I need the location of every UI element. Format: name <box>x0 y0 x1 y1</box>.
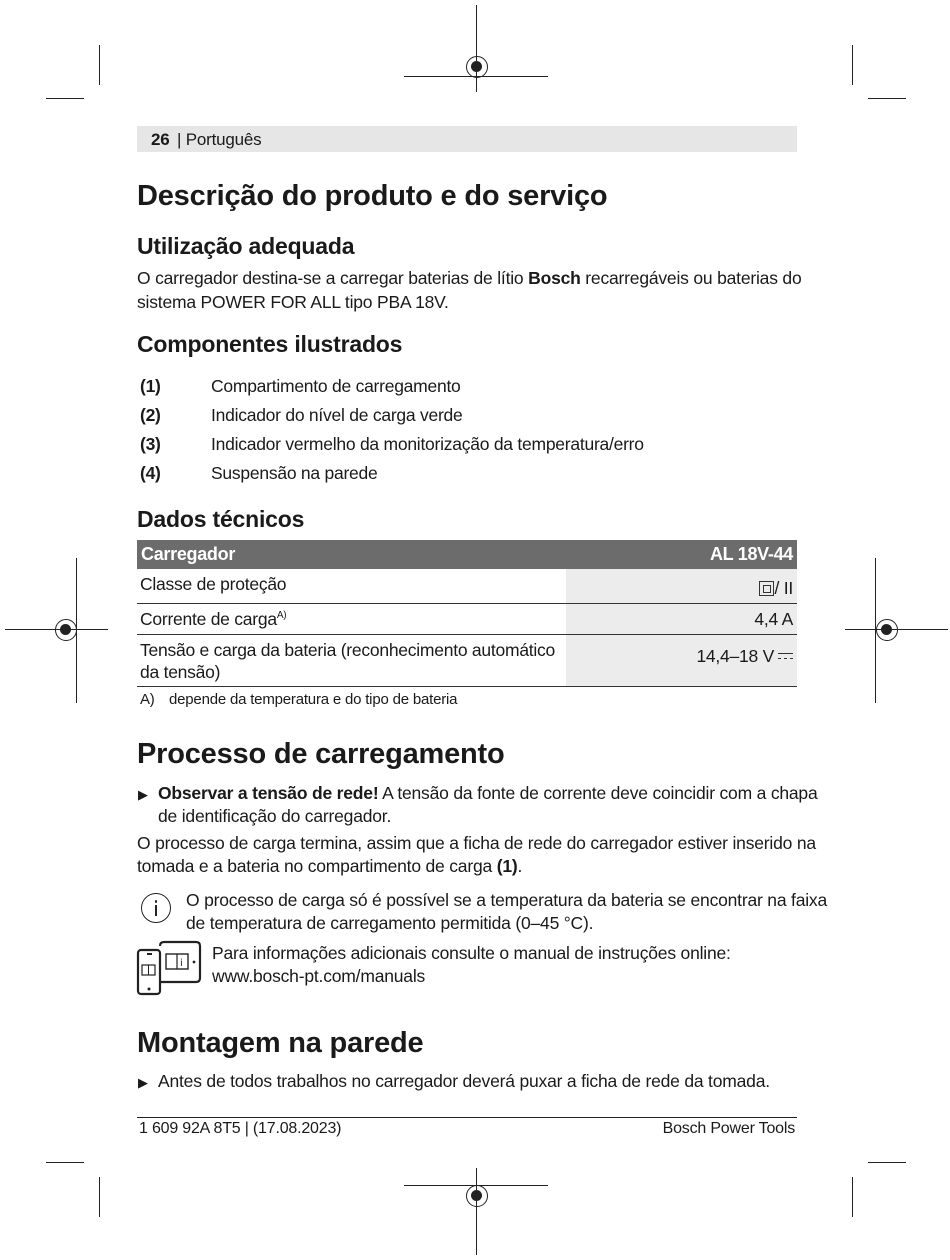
warning-line1 <box>158 782 818 805</box>
para-text: tomada e a bateria no compartimento de carga <box>137 856 497 876</box>
row-value-cell <box>566 604 797 634</box>
footnote-mark: A) <box>140 691 155 708</box>
registration-mark-left <box>55 619 77 641</box>
column-header-charger: Carregador <box>141 544 236 564</box>
section-title-product: Descrição do produto e do serviço <box>137 180 608 212</box>
section-title-charging: Processo de carregamento <box>137 738 505 770</box>
row-label-line1: Tensão e carga da bateria (reconhecimento automático <box>140 640 556 660</box>
triangle-bullet-icon: ▶ <box>138 787 148 802</box>
language-label: Português <box>185 130 262 149</box>
info-line2: de temperatura de carregamento permitida (0–45 °C). <box>186 913 594 933</box>
wall-mount-bullet-text: Antes de todos trabalhos no carregador deverá puxar a ficha de rede da tomada. <box>158 1071 770 1091</box>
warning-rest: A tensão da fonte de corrente deve coincidir com a chapa <box>378 783 818 803</box>
component-number: (2) <box>140 405 161 425</box>
registration-mark-bottom <box>466 1185 488 1207</box>
row-label: Classe de proteção <box>140 574 287 594</box>
row-label <box>140 609 286 630</box>
row-value-cell <box>566 635 797 686</box>
direct-current-icon <box>778 653 793 661</box>
online-manual-icon <box>136 940 204 998</box>
heading-components: Componentes ilustrados <box>137 331 403 357</box>
component-item <box>140 376 740 400</box>
voltage-text: 14,4–18 V <box>696 646 774 666</box>
triangle-bullet-icon: ▶ <box>138 1075 148 1090</box>
footnote-ref: A) <box>276 610 287 622</box>
svg-text:i: i <box>180 958 183 969</box>
table-row <box>137 604 797 635</box>
component-item <box>140 434 740 458</box>
table-footnote <box>137 691 797 713</box>
heading-intended-use: Utilização adequada <box>137 233 355 259</box>
row-value <box>759 578 793 599</box>
intended-use-text-after: recarregáveis ou baterias do <box>580 268 802 288</box>
row-value-cell <box>566 569 797 603</box>
page-number: 26 <box>151 130 170 149</box>
registration-mark-right <box>876 619 898 641</box>
row-label-line2: da tensão) <box>140 662 221 682</box>
component-label: Indicador do nível de carga verde <box>211 405 463 425</box>
charging-para-line2 <box>137 855 522 878</box>
page-language: | Português <box>177 130 262 149</box>
component-number: (4) <box>140 463 161 483</box>
table-header-row <box>137 540 797 569</box>
warning-bold: Observar a tensão de rede! <box>158 783 379 803</box>
table-row <box>137 635 797 687</box>
intended-use-text-before: O carregador destina-se a carregar baterias de lítio <box>137 268 529 288</box>
registration-mark-top <box>466 56 488 78</box>
footer-doc-id: 1 609 92A 8T5 | (17.08.2023) <box>139 1120 342 1137</box>
heading-tech-data: Dados técnicos <box>137 506 305 532</box>
charging-para-line1: O processo de carga termina, assim que a ficha de rede do carregador estiver inserido na <box>137 833 816 853</box>
footnote-text: depende da temperatura e do tipo de bateria <box>169 691 458 708</box>
footer-rule <box>137 1117 797 1118</box>
component-label: Indicador vermelho da monitorização da temperatura/erro <box>211 434 644 454</box>
brand-name: Bosch <box>528 268 581 288</box>
warning-line2: de identificação do carregador. <box>158 806 392 826</box>
para-end: . <box>517 856 523 876</box>
tech-data-table <box>137 540 797 713</box>
component-item <box>140 405 740 429</box>
manual-link[interactable]: www.bosch-pt.com/manuals <box>212 966 426 986</box>
protection-class-ii-icon <box>759 581 774 596</box>
row-label <box>140 639 555 683</box>
row-label-text: Corrente de carga <box>140 609 277 629</box>
component-label: Suspensão na parede <box>211 463 378 483</box>
component-item <box>140 463 740 487</box>
component-label: Compartimento de carregamento <box>211 376 461 396</box>
section-title-wall-mount: Montagem na parede <box>137 1027 424 1059</box>
row-value <box>696 646 793 667</box>
info-circle-icon <box>141 893 171 923</box>
page-header <box>137 126 797 152</box>
column-header-model: AL 18V-44 <box>709 544 793 564</box>
component-number: (3) <box>140 434 161 454</box>
info-line1: O processo de carga só é possível se a temperatura da bateria se encontrar na faixa <box>186 890 827 910</box>
component-number: (1) <box>140 376 161 396</box>
table-row <box>137 569 797 604</box>
protection-class-text: / II <box>774 578 793 598</box>
footer-brand: Bosch Power Tools <box>662 1120 795 1137</box>
component-ref: (1) <box>496 856 518 876</box>
row-value: 4,4 A <box>754 609 793 629</box>
intended-use-line2: sistema POWER FOR ALL tipo PBA 18V. <box>137 292 449 312</box>
intended-use-line1 <box>137 267 801 290</box>
manual-line1: Para informações adicionais consulte o manual de instruções online: <box>212 943 731 963</box>
